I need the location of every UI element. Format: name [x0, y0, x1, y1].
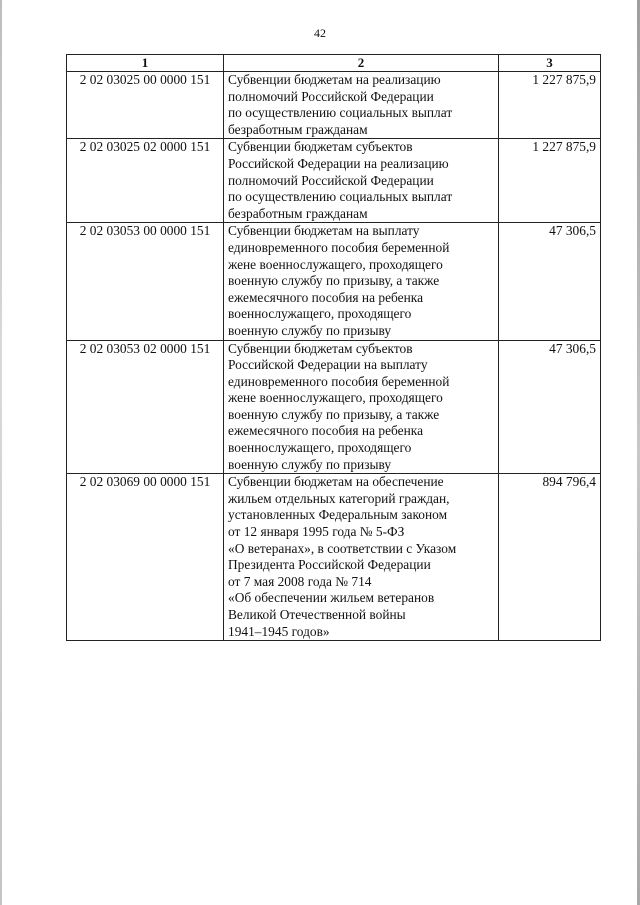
table-body	[67, 72, 601, 641]
description-line: Субвенции бюджетам субъектов	[228, 139, 413, 155]
description-line: ежемесячного пособия на ребенка	[228, 423, 424, 439]
description-line: военную службу по призыву	[228, 456, 392, 472]
table-row	[67, 474, 601, 641]
amount-cell: 894 796,4	[499, 474, 601, 641]
description-cell	[224, 223, 499, 340]
description-line: полномочий Российской Федерации	[228, 172, 434, 188]
description-line: 1941–1945 годов»	[228, 623, 330, 639]
budget-code-cell: 2 02 03053 02 0000 151	[67, 340, 224, 474]
description-line: единовременного пособия беременной	[228, 239, 450, 255]
amount-cell: 47 306,5	[499, 340, 601, 474]
description-line: единовременного пособия беременной	[228, 373, 450, 389]
description-line: по осуществлению социальных выплат	[228, 189, 453, 205]
description-line: установленных Федеральным законом	[228, 507, 448, 523]
description-line: ежемесячного пособия на ребенка	[228, 289, 424, 305]
description-line: военнослужащего, проходящего	[228, 440, 412, 456]
description-line: жене военнослужащего, проходящего	[228, 390, 443, 406]
amount-cell: 1 227 875,9	[499, 139, 601, 223]
amount-cell: 1 227 875,9	[499, 72, 601, 139]
budget-code-cell: 2 02 03053 00 0000 151	[67, 223, 224, 340]
description-cell	[224, 340, 499, 474]
description-line: «Об обеспечении жильем ветеранов	[228, 590, 435, 606]
budget-code-cell: 2 02 03069 00 0000 151	[67, 474, 224, 641]
description-line: безработным гражданам	[228, 121, 368, 137]
description-cell	[224, 474, 499, 641]
table-row	[67, 72, 601, 139]
table-header-row	[67, 55, 601, 72]
table-row	[67, 223, 601, 340]
table-row	[67, 139, 601, 223]
budget-table	[66, 54, 601, 641]
description-cell	[224, 139, 499, 223]
description-line: Субвенции бюджетам субъектов	[228, 340, 413, 356]
description-line: безработным гражданам	[228, 205, 368, 221]
description-line: по осуществлению социальных выплат	[228, 105, 453, 121]
description-line: «О ветеранах», в соответствии с Указом	[228, 540, 457, 556]
description-line: военную службу по призыву, а также	[228, 406, 440, 422]
description-line: жильем отдельных категорий граждан,	[228, 490, 450, 506]
description-line: Российской Федерации на выплату	[228, 357, 428, 373]
page-number: 42	[314, 26, 326, 40]
column-header-3: 3	[499, 55, 601, 72]
column-header-2: 2	[224, 55, 499, 72]
description-line: военную службу по призыву	[228, 322, 392, 338]
table-row	[67, 340, 601, 474]
description-line: Субвенции бюджетам на реализацию	[228, 72, 441, 87]
amount-cell: 47 306,5	[499, 223, 601, 340]
column-header-1: 1	[67, 55, 224, 72]
description-line: от 12 января 1995 года № 5-ФЗ	[228, 524, 405, 540]
description-line: жене военнослужащего, проходящего	[228, 256, 443, 272]
description-line: Российской Федерации на реализацию	[228, 155, 449, 171]
description-line: военную службу по призыву, а также	[228, 273, 440, 289]
scan-edge-left	[0, 0, 2, 905]
description-line: Президента Российской Федерации	[228, 557, 431, 573]
description-line: полномочий Российской Федерации	[228, 88, 434, 104]
budget-code-cell: 2 02 03025 00 0000 151	[67, 72, 224, 139]
description-cell	[224, 72, 499, 139]
description-line: Субвенции бюджетам на обеспечение	[228, 474, 444, 490]
description-line: от 7 мая 2008 года № 714	[228, 573, 372, 589]
description-line: военнослужащего, проходящего	[228, 306, 412, 322]
description-line: Субвенции бюджетам на выплату	[228, 223, 420, 239]
description-line: Великой Отечественной войны	[228, 607, 406, 622]
budget-code-cell: 2 02 03025 02 0000 151	[67, 139, 224, 223]
